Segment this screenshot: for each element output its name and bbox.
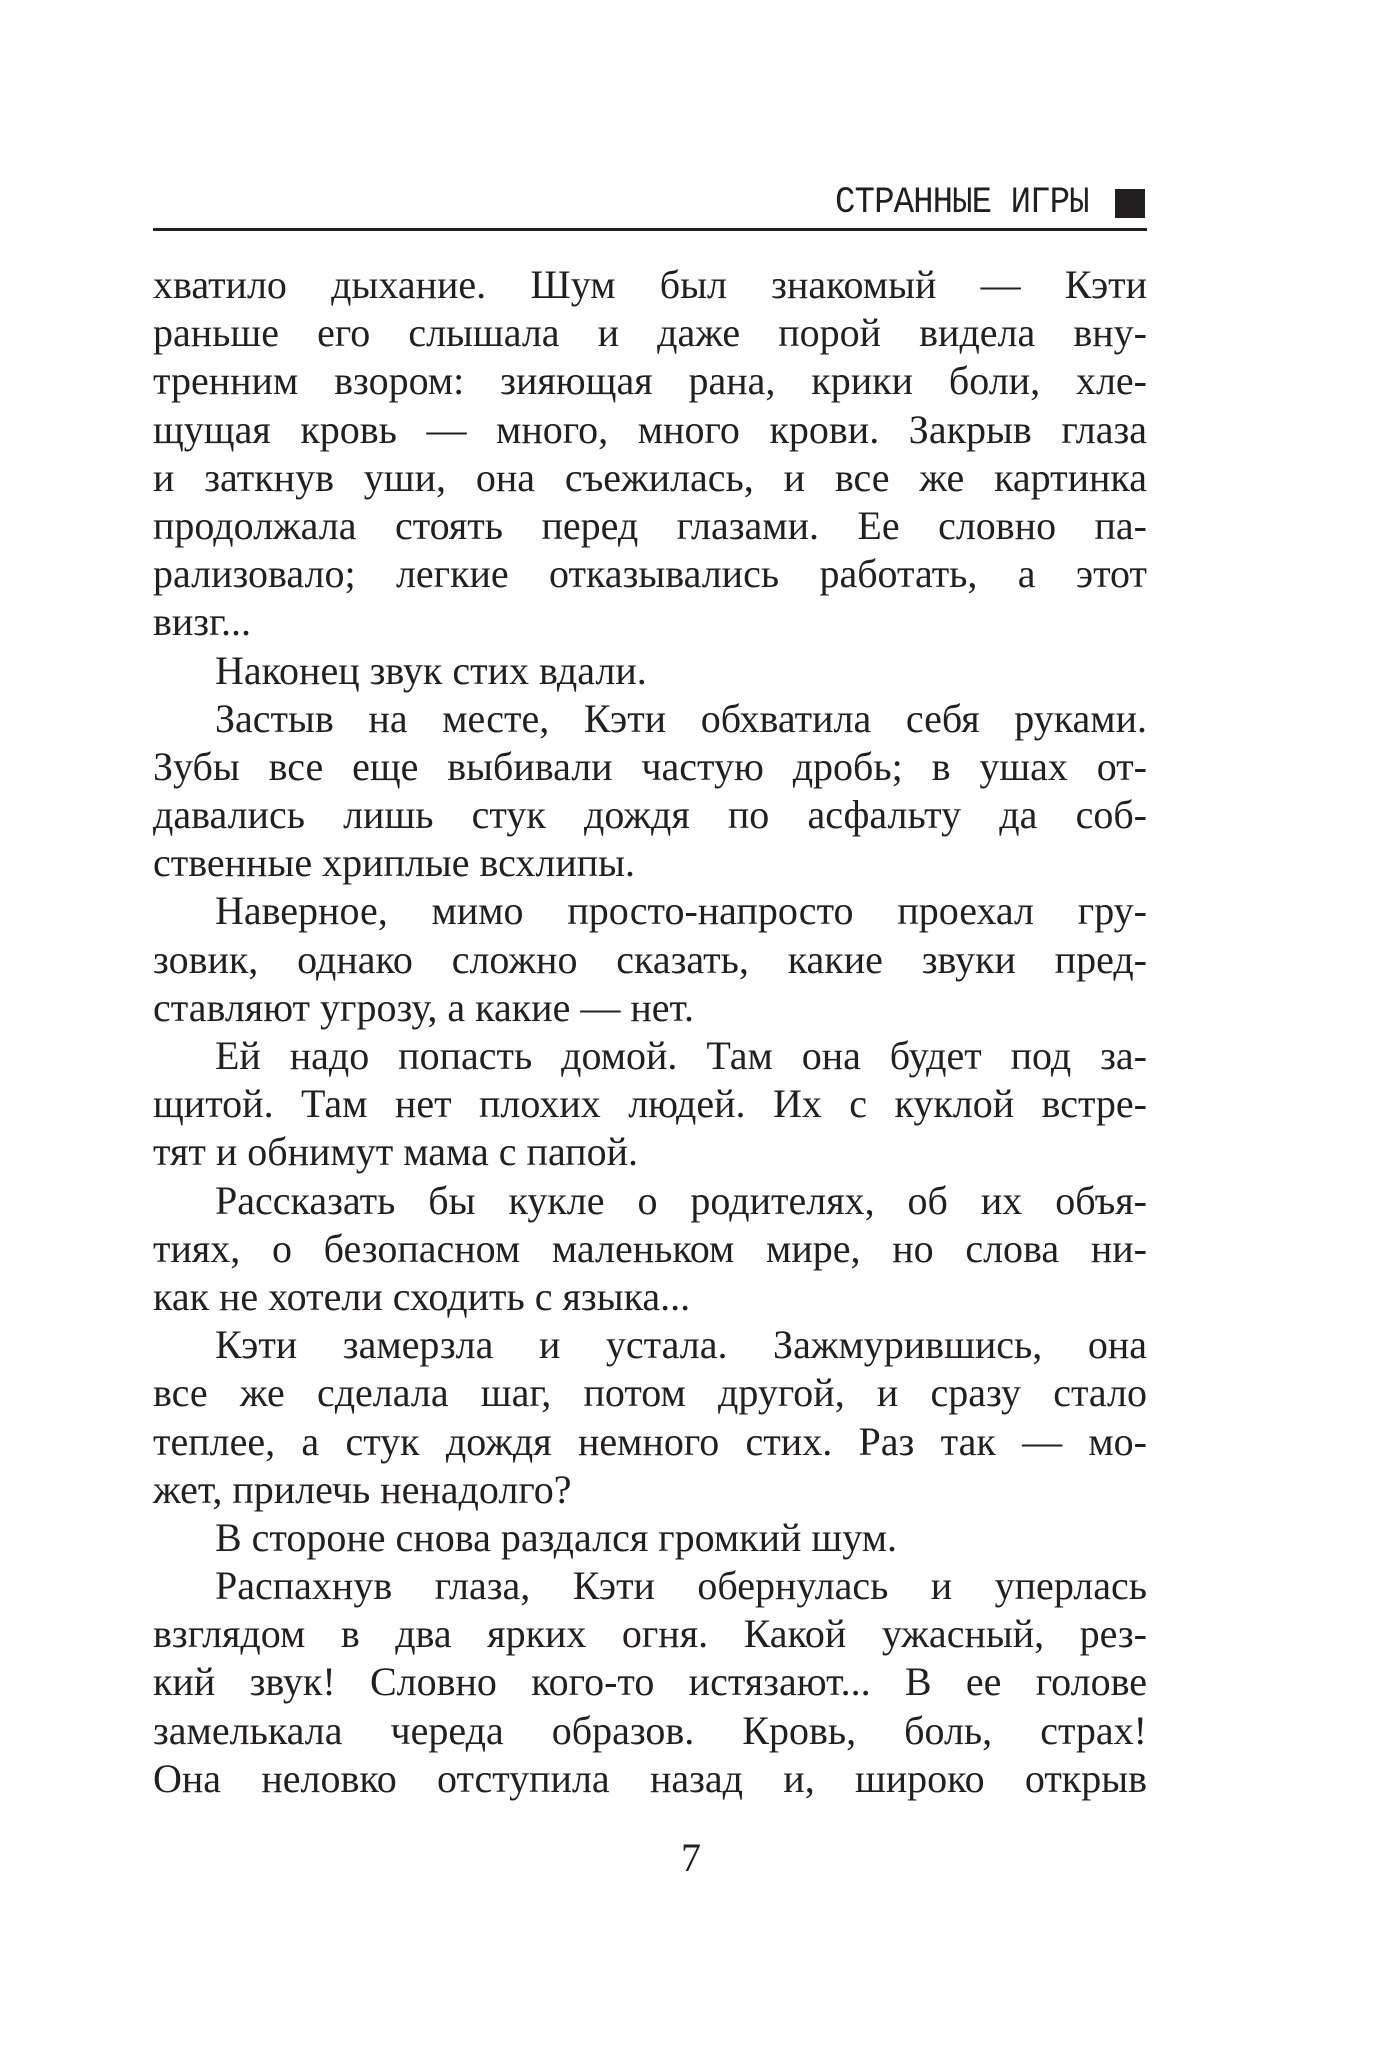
text-line: хватило дыхание. Шум был знакомый — Кэти xyxy=(153,262,1147,307)
page-number: 7 xyxy=(681,1835,701,1880)
text-line: Застыв на месте, Кэти обхватила себя руками. xyxy=(215,695,1147,741)
text-line: щитой. Там нет плохих людей. Их с куклой встре- xyxy=(153,1081,1147,1127)
running-head-title: СТРАННЫЕ ИГРЫ xyxy=(835,182,1089,224)
text-line: продолжала стоять перед глазами. Ее словно па- xyxy=(153,502,1147,548)
text-line: ственные хриплые всхлипы. xyxy=(153,840,636,886)
body-text xyxy=(153,261,1147,1803)
text-line: все же сделала шаг, потом другой, и сразу стало xyxy=(153,1370,1147,1416)
text-line: давались лишь стук дождя по асфальту да соб- xyxy=(153,792,1147,838)
running-head xyxy=(153,176,1147,231)
text-line: жет, прилечь ненадолго? xyxy=(153,1466,572,1512)
text-line: кий звук! Словно кого-то истязают... В ее голове xyxy=(153,1659,1147,1705)
text-line: Она неловко отступила назад и, широко открыв xyxy=(153,1755,1147,1801)
text-line: Кэти замерзла и устала. Зажмурившись, она xyxy=(215,1322,1147,1368)
text-line: щущая кровь — много, много крови. Закрыв глаза xyxy=(153,406,1147,452)
text-line: зовик, однако сложно сказать, какие звуки пред- xyxy=(153,936,1147,982)
text-line: В стороне снова раздался громкий шум. xyxy=(215,1514,898,1560)
text-line: теплее, а стук дождя немного стих. Раз так — мо- xyxy=(153,1418,1147,1464)
text-line: раньше его слышала и даже порой видела вну- xyxy=(153,310,1147,356)
text-line: тиях, о безопасном маленьком мире, но слова ни- xyxy=(153,1225,1147,1271)
text-line: ставляют угрозу, а какие — нет. xyxy=(153,984,694,1030)
black-square-icon xyxy=(1115,189,1145,218)
text-line: замелькала череда образов. Кровь, боль, страх! xyxy=(153,1707,1147,1753)
text-line: Распахнув глаза, Кэти обернулась и уперлась xyxy=(215,1563,1147,1609)
text-line: Наверное, мимо просто-напросто проехал гру- xyxy=(215,888,1147,934)
text-line: тренним взором: зияющая рана, крики боли, хле- xyxy=(153,358,1147,404)
text-line: как не хотели сходить с языка... xyxy=(153,1273,691,1319)
text-line: тят и обнимут мама с папой. xyxy=(153,1129,638,1175)
text-line: взглядом в два ярких огня. Какой ужасный, рез- xyxy=(153,1611,1147,1657)
text-line: Ей надо попасть домой. Там она будет под за- xyxy=(215,1033,1147,1078)
text-line: визг... xyxy=(153,599,251,645)
text-line: рализовало; легкие отказывались работать, а этот xyxy=(153,551,1147,597)
text-line: и заткнув уши, она съежилась, и все же картинка xyxy=(153,454,1147,500)
text-line: Наконец звук стих вдали. xyxy=(215,647,647,693)
text-line: Зубы все еще выбивали частую дробь; в ушах от- xyxy=(153,743,1147,789)
text-line: Рассказать бы кукле о родителях, об их объя- xyxy=(215,1177,1147,1223)
